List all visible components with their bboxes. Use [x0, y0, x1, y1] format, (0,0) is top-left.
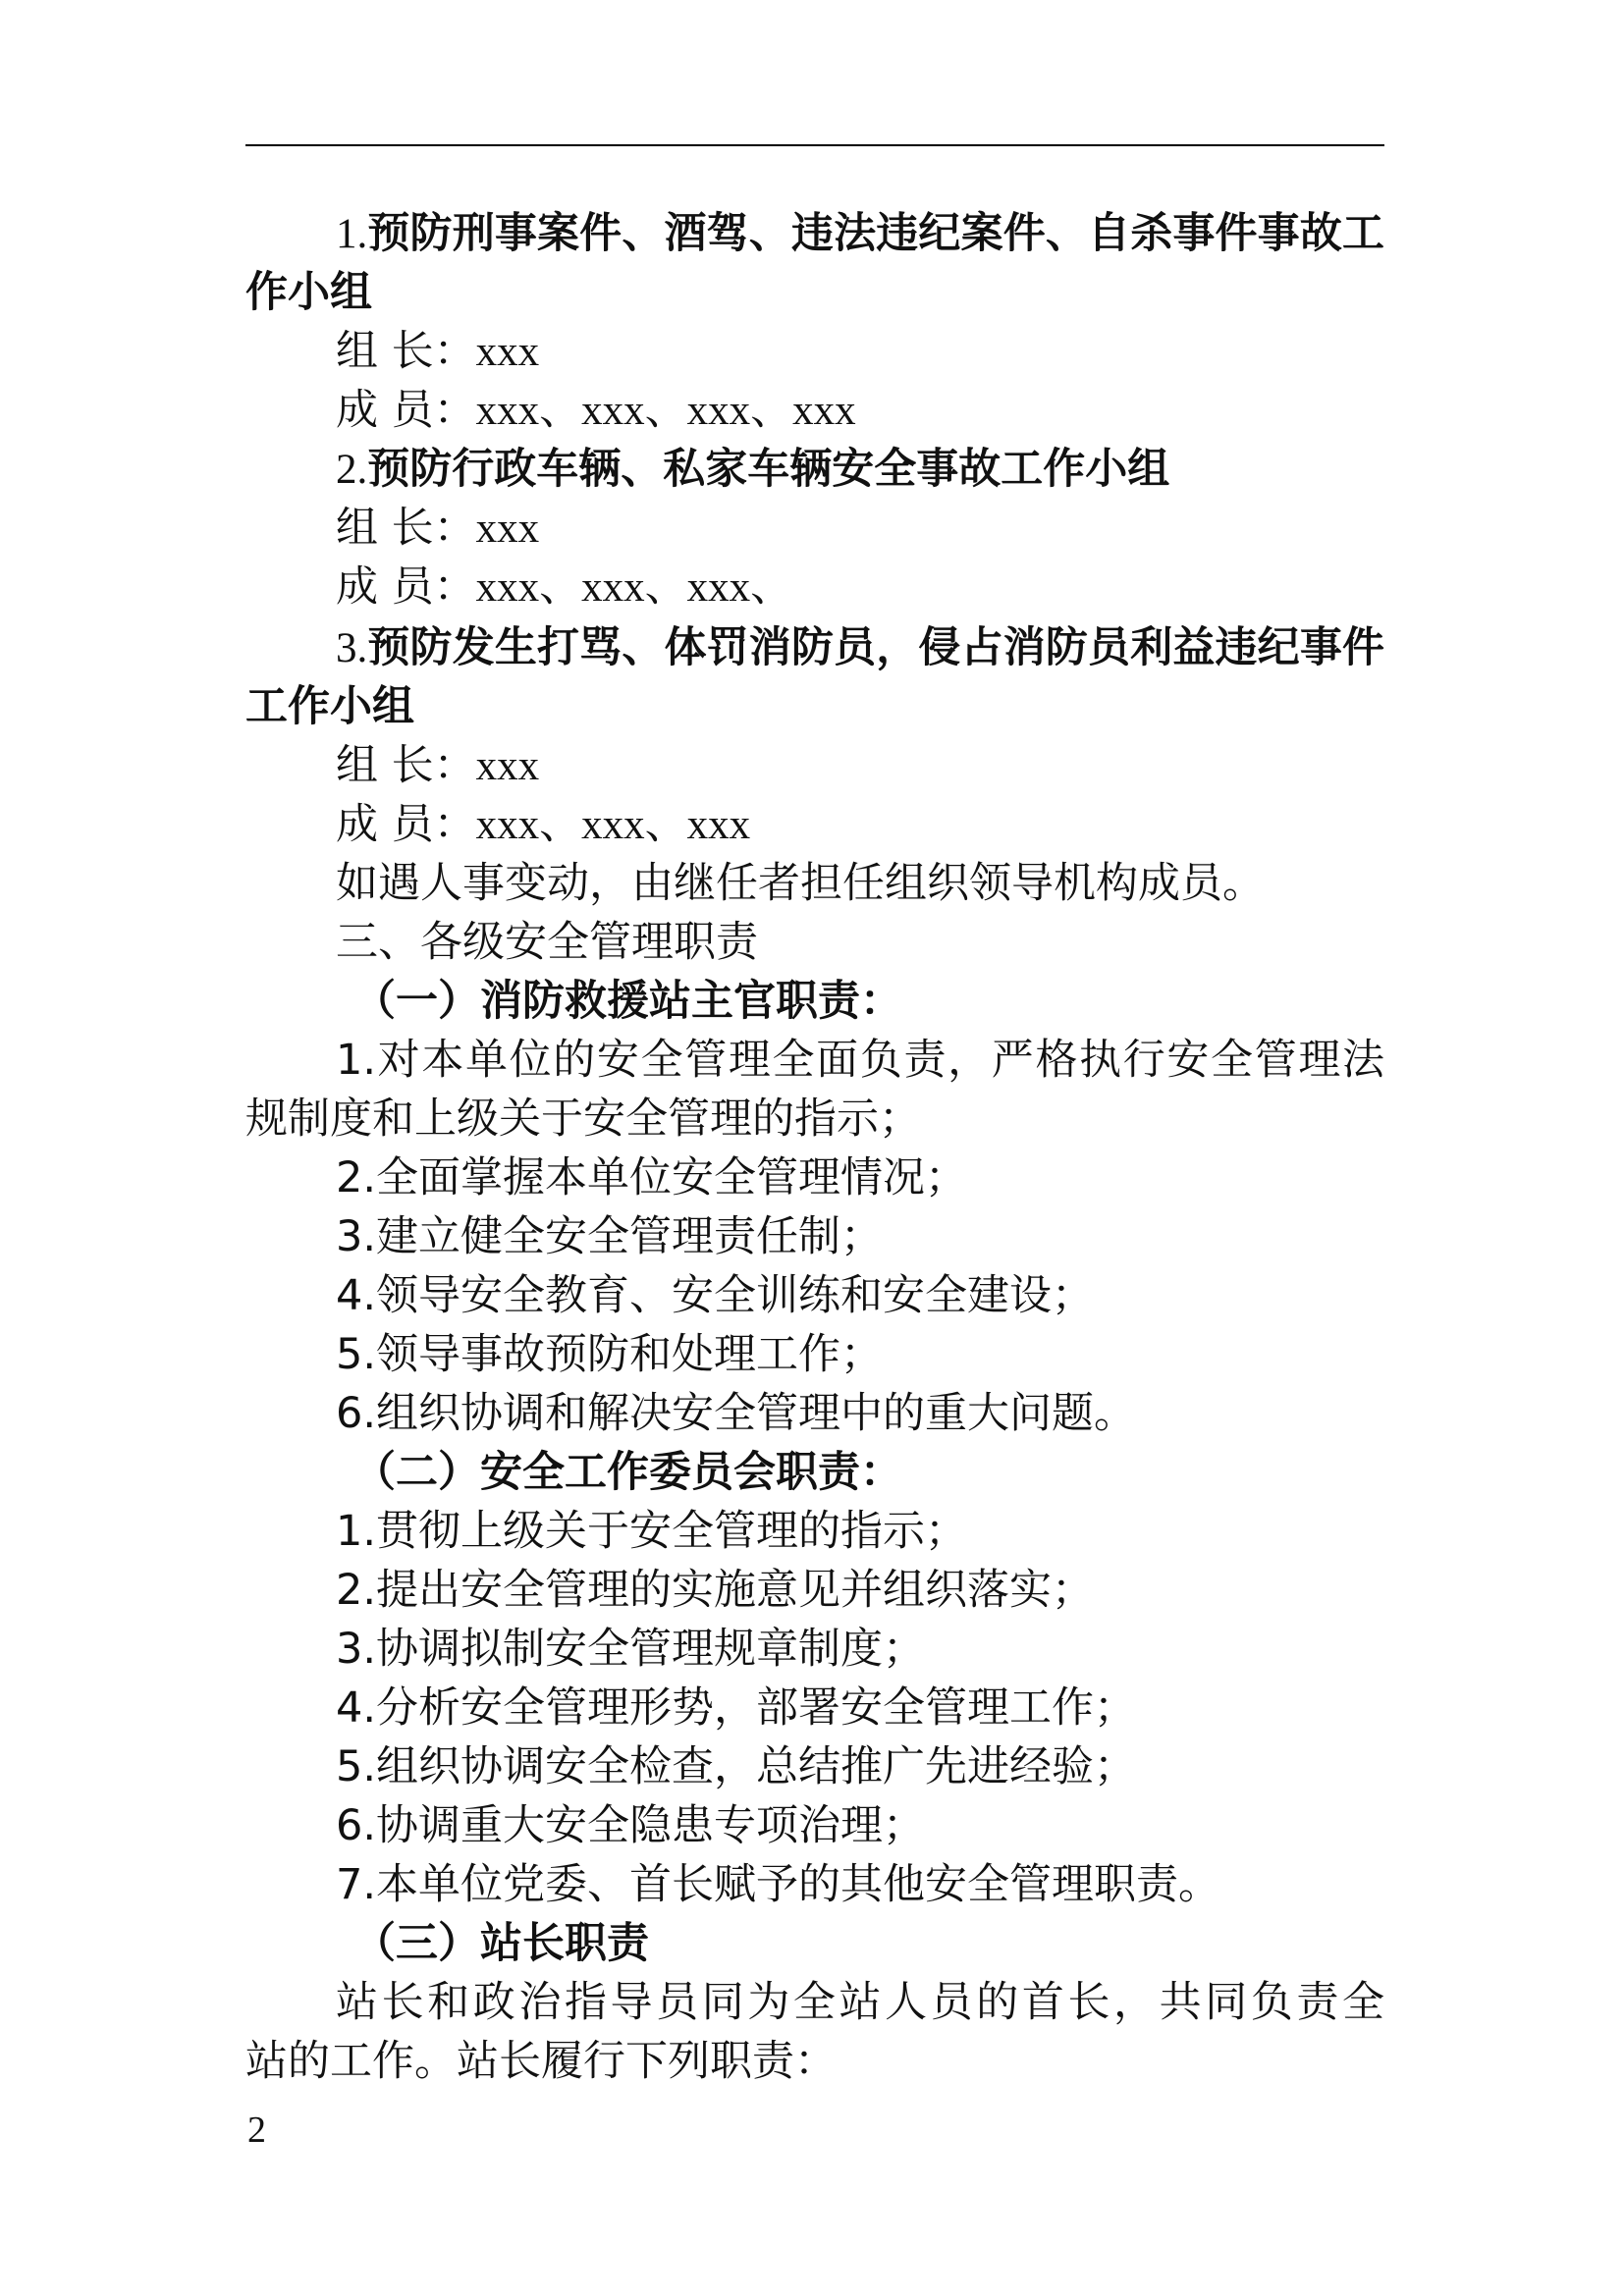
part1-heading: （一）消防救援站主官职责： — [353, 977, 902, 1026]
part1-item: 3.建立健全安全管理责任制； — [336, 1212, 884, 1261]
part1-item: 6.组织协调和解决安全管理中的重大问题。 — [336, 1389, 1137, 1438]
part3-paragraph-line2: 站的工作。站长履行下列职责： — [245, 2037, 837, 2086]
part1-item: 5.领导事故预防和处理工作； — [336, 1330, 884, 1379]
part3-heading: （三）站长职责 — [353, 1919, 649, 1968]
part2-item: 7.本单位党委、首长赋予的其他安全管理职责。 — [336, 1860, 1221, 1909]
section3-members: 成 员：xxx、xxx、xxx — [336, 800, 751, 849]
part2-item: 4.分析安全管理形势，部署安全管理工作； — [336, 1683, 1137, 1733]
section3-leader: 组 长：xxx — [336, 741, 540, 790]
heading-three: 三、各级安全管理职责 — [336, 918, 758, 967]
section2-title: 2.预防行政车辆、私家车辆安全事故工作小组 — [336, 445, 1170, 494]
section1-members: 成 员：xxx、xxx、xxx、xxx — [336, 386, 856, 435]
section3-title-line1: 3.预防发生打骂、体罚消防员，侵占消防员利益违纪事件 — [336, 623, 1384, 672]
header-rule — [245, 144, 1384, 146]
section2-leader: 组 长：xxx — [336, 504, 540, 553]
part1-item1-line1: 1.对本单位的安全管理全面负责，严格执行安全管理法 — [336, 1036, 1384, 1085]
part1-item: 2.全面掌握本单位安全管理情况； — [336, 1153, 968, 1202]
section1-title-line2: 作小组 — [245, 268, 372, 317]
section2-members: 成 员：xxx、xxx、xxx、 — [336, 562, 793, 612]
part3-paragraph-line1: 站长和政治指导员同为全站人员的首长，共同负责全 — [336, 1978, 1384, 2027]
part2-item: 2.提出安全管理的实施意见并组织落实； — [336, 1566, 1095, 1615]
part1-item: 4.领导安全教育、安全训练和安全建设； — [336, 1271, 1095, 1320]
page-number: 2 — [247, 2109, 266, 2151]
part2-item: 5.组织协调安全检查，总结推广先进经验； — [336, 1742, 1137, 1791]
part2-heading: （二）安全工作委员会职责： — [353, 1448, 902, 1497]
section3-title-line2: 工作小组 — [245, 682, 414, 731]
part2-item: 3.协调拟制安全管理规章制度； — [336, 1625, 926, 1674]
part2-item: 1.贯彻上级关于安全管理的指示； — [336, 1507, 968, 1556]
section1-leader: 组 长：xxx — [336, 327, 540, 376]
personnel-change-note: 如遇人事变动，由继任者担任组织领导机构成员。 — [336, 859, 1265, 908]
part2-item: 6.协调重大安全隐患专项治理； — [336, 1801, 926, 1850]
section1-title-line1: 1.预防刑事案件、酒驾、违法违纪案件、自杀事件事故工 — [336, 209, 1384, 258]
part1-item1-line2: 规制度和上级关于安全管理的指示； — [245, 1095, 921, 1144]
